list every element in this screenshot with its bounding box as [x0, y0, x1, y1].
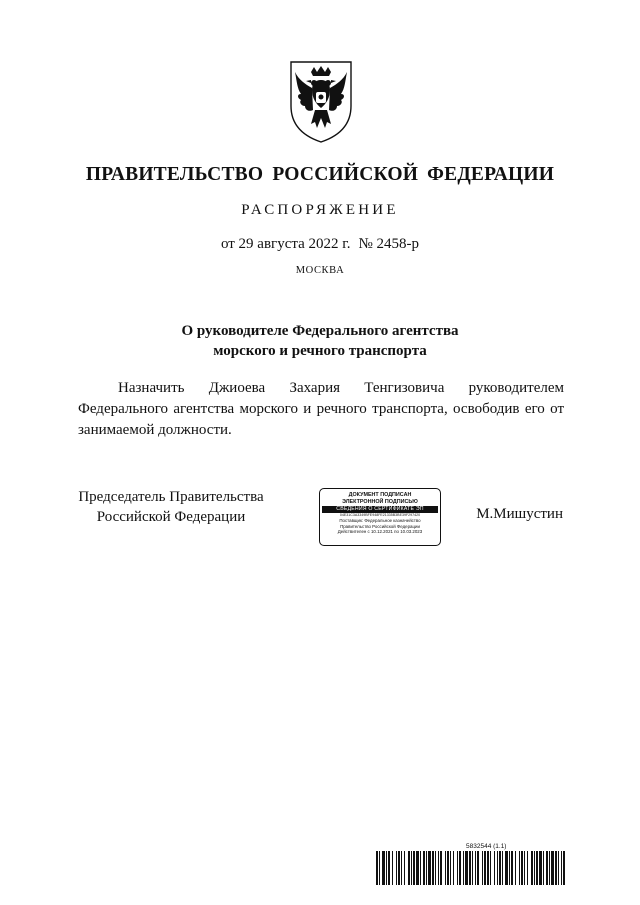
barcode-icon: [376, 851, 566, 885]
document-type: РАСПОРЯЖЕНИЕ: [241, 202, 399, 218]
stamp-validity: Действителен с 10.12.2021 по 10.03.2023: [337, 529, 423, 535]
signer-position: [76, 487, 266, 527]
signer-position-line-1: Председатель Правительства: [78, 489, 264, 505]
subject-line-1: О руководителе Федерального агентства: [181, 323, 459, 339]
stamp-issuer-1: Поставщик: Федеральное казначейство: [339, 518, 421, 524]
date-number-line: [0, 236, 640, 253]
body-paragraph: Назначить Джиоева Захария Тенгизовича руководителем Федерального агентства морского и речного транспорта, освободив его от занимаемой должности.: [78, 380, 564, 438]
document-subject: [0, 321, 640, 361]
document-number: № 2458-р: [358, 236, 420, 252]
stamp-serial: 04E31C3A3349BFE948FE21335B3BE39F297420: [339, 513, 421, 517]
stamp-line-2: ЭЛЕКТРОННОЙ ПОДПИСЬЮ: [342, 498, 418, 505]
government-title: ПРАВИТЕЛЬСТВО РОССИЙСКОЙ ФЕДЕРАЦИИ: [85, 164, 555, 185]
city-label: МОСКВА: [295, 265, 345, 276]
electronic-signature-stamp: [319, 488, 441, 546]
stamp-cert-header: СВЕДЕНИЯ О СЕРТИФИКАТЕ ЭП: [322, 506, 438, 513]
subject-line-2: морского и речного транспорта: [213, 343, 427, 359]
stamp-issuer-2: Правительство Российской Федерации: [340, 523, 420, 529]
signer-name: М.Мишустин: [476, 506, 563, 522]
document-code: 5832544 (1.1): [466, 843, 507, 850]
signer-position-line-2: Российской Федерации: [96, 509, 246, 525]
document-date: от 29 августа 2022 г.: [220, 236, 351, 252]
stamp-line-1: ДОКУМЕНТ ПОДПИСАН: [348, 492, 412, 498]
coat-of-arms-emblem-icon: [285, 58, 357, 144]
